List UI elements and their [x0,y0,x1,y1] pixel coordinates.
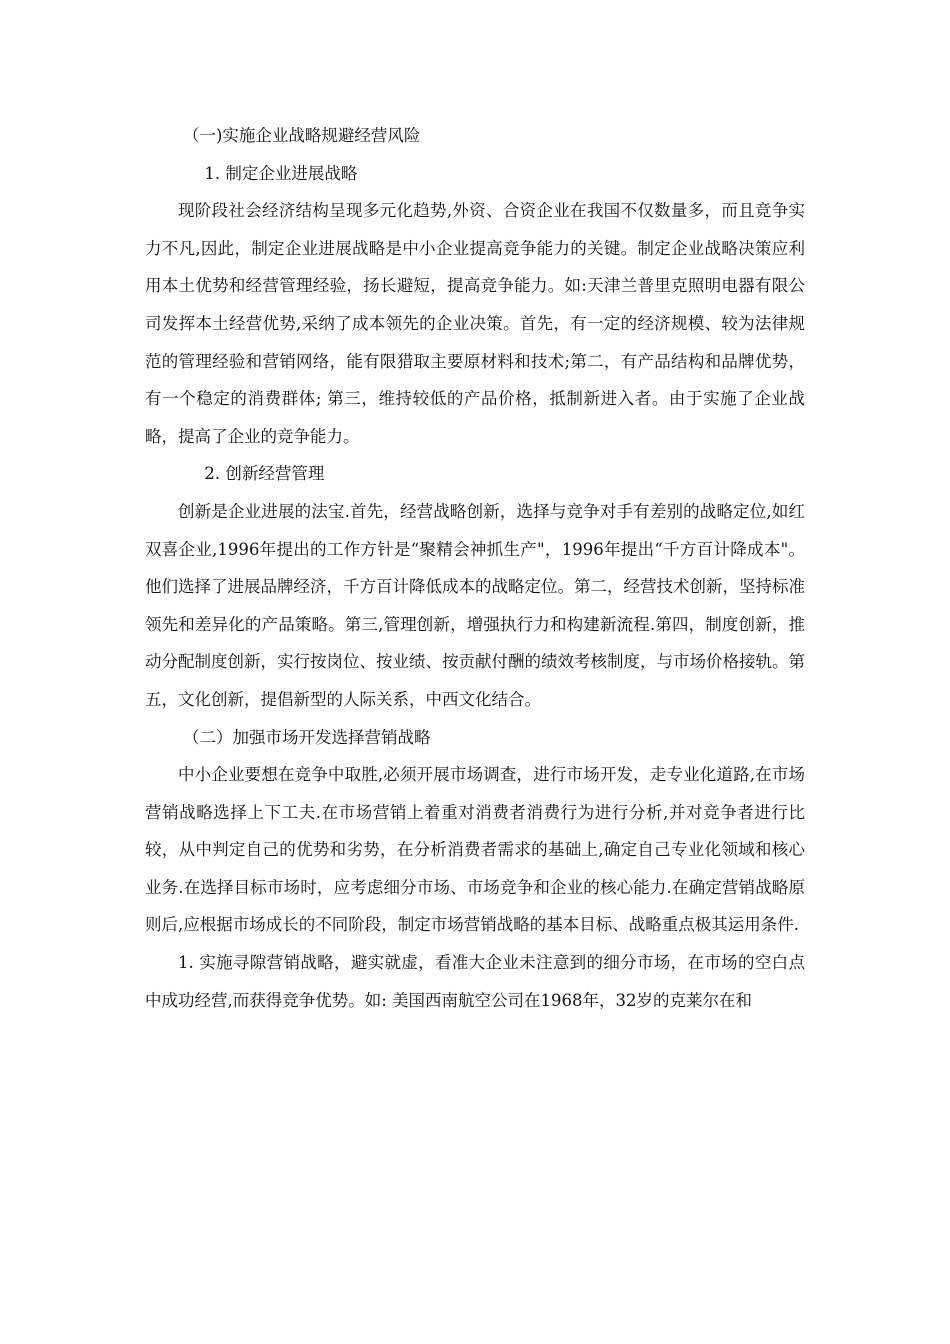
section-heading: （二）加强市场开发选择营销战略 [182,727,431,747]
body-paragraph: 1. 实施寻隙营销战略，避实就虚，看准大企业未注意到的细分市场，在市场的空白点中成功经营,而获得竞争优势。如: 美国西南航空公司在1968年，32岁的克莱尔在和 [145,953,805,1010]
document-body [145,117,805,1019]
body-paragraph: 中小企业要想在竞争中取胜,必须开展市场调查，进行市场开发，走专业化道路,在市场营销战略选择上下工夫.在市场营销上着重对消费者消费行为进行分析,并对竞争者进行比较，从中判定自己的优势和劣势，在分析消费者需求的基础上,确定自己专业化领域和核心业务.在选择目标市场时，应考虑细分市场、市场竞争和企业的核心能力.在确定营销战略原则后,应根据市场成长的不同阶段，制定市场营销战略的基本目标、战略重点极其运用条件. [145,765,805,935]
body-paragraph: 创新是企业进展的法宝.首先，经营战略创新，选择与竞争对手有差别的战略定位,如红双喜企业,1996年提出的工作方针是“聚精会神抓生产"，1996年提出“千方百计降成本"。他们选择了进展品牌经济，千方百计降低成本的战略定位。第二，经营技术创新，坚持标准领先和差异化的产品策略。第三,管理创新，增强执行力和构建新流程.第四，制度创新，推动分配制度创新，实行按岗位、按业绩、按贡献付酬的绩效考核制度，与市场价格接轨。第五，文化创新，提倡新型的人际关系，中西文化结合。 [145,501,805,709]
subsection-heading: 2. 创新经营管理 [204,464,325,484]
section-heading: （一)实施企业战略规避经营风险 [182,126,421,145]
subsection-heading: 1. 制定企业进展战略 [204,163,358,183]
body-paragraph: 现阶段社会经济结构呈现多元化趋势,外资、合资企业在我国不仅数量多，而且竞争实力不凡,因此，制定企业进展战略是中小企业提高竞争能力的关键。制定企业战略决策应利用本土优势和经营管理经验，扬长避短，提高竞争能力。如:天津兰普里克照明电器有限公司发挥本土经营优势,采纳了成本领先的企业决策。首先，有一定的经济规模、较为法律规范的管理经验和营销网络，能有限猎取主要原材料和技术;第二，有产品结构和品牌优势，有一个稳定的消费群体; 第三，维持较低的产品价格，抵制新进入者。由于实施了企业战略，提高了企业的竞争能力。 [145,201,805,446]
